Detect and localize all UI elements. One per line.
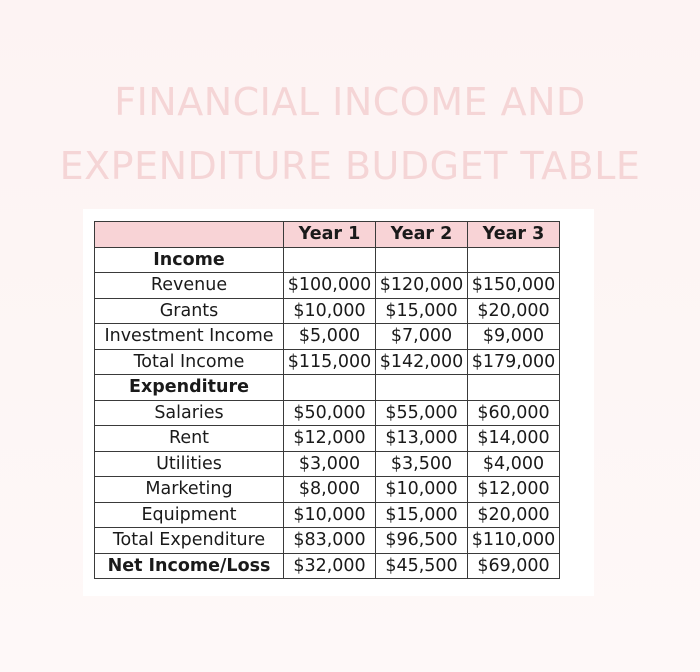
row-label: Rent <box>95 426 284 452</box>
table-cell-year-1: $10,000 <box>284 502 376 528</box>
table-cell-year-1: $115,000 <box>284 349 376 375</box>
table-header-row <box>95 222 560 248</box>
table-cell-year-2: $55,000 <box>376 400 468 426</box>
table-cell-year-2 <box>376 375 468 401</box>
table-cell-year-2: $15,000 <box>376 502 468 528</box>
row-label: Utilities <box>95 451 284 477</box>
table-cell-year-1: $32,000 <box>284 553 376 579</box>
header-cell-year-1: Year 1 <box>284 222 376 248</box>
table-cell-year-2: $13,000 <box>376 426 468 452</box>
row-label: Salaries <box>95 400 284 426</box>
table-cell-year-2: $120,000 <box>376 273 468 299</box>
table-cell-year-1 <box>284 375 376 401</box>
table-cell-year-1: $83,000 <box>284 528 376 554</box>
row-label: Marketing <box>95 477 284 503</box>
table-cell-year-2: $45,500 <box>376 553 468 579</box>
header-cell-year-3: Year 3 <box>468 222 560 248</box>
table-row <box>95 451 560 477</box>
page-title-line-1: FINANCIAL INCOME AND <box>114 80 586 124</box>
table-cell-year-3: $14,000 <box>468 426 560 452</box>
table-row <box>95 477 560 503</box>
budget-table <box>94 221 560 579</box>
table-cell-year-3: $60,000 <box>468 400 560 426</box>
table-cell-year-3 <box>468 375 560 401</box>
row-label: Total Expenditure <box>95 528 284 554</box>
table-row <box>95 426 560 452</box>
table-cell-year-2: $3,500 <box>376 451 468 477</box>
row-label: Investment Income <box>95 324 284 350</box>
section-label: Expenditure <box>95 375 284 401</box>
page-title-line-2: EXPENDITURE BUDGET TABLE <box>59 144 641 188</box>
table-cell-year-3: $150,000 <box>468 273 560 299</box>
section-label: Income <box>95 247 284 273</box>
table-cell-year-1: $8,000 <box>284 477 376 503</box>
table-cell-year-3: $20,000 <box>468 298 560 324</box>
table-cell-year-2: $96,500 <box>376 528 468 554</box>
table-row <box>95 273 560 299</box>
table-cell-year-1: $100,000 <box>284 273 376 299</box>
table-cell-year-2: $10,000 <box>376 477 468 503</box>
row-label: Grants <box>95 298 284 324</box>
table-row <box>95 375 560 401</box>
table-cell-year-3: $12,000 <box>468 477 560 503</box>
table-cell-year-3 <box>468 247 560 273</box>
table-cell-year-1: $50,000 <box>284 400 376 426</box>
table-cell-year-1: $3,000 <box>284 451 376 477</box>
table-cell-year-3: $69,000 <box>468 553 560 579</box>
table-cell-year-2: $142,000 <box>376 349 468 375</box>
table-row <box>95 553 560 579</box>
page-title <box>0 70 700 198</box>
header-cell-blank <box>95 222 284 248</box>
table-cell-year-3: $9,000 <box>468 324 560 350</box>
table-row <box>95 400 560 426</box>
table-row <box>95 349 560 375</box>
table-row <box>95 247 560 273</box>
table-cell-year-2: $15,000 <box>376 298 468 324</box>
table-cell-year-3: $110,000 <box>468 528 560 554</box>
table-row <box>95 528 560 554</box>
table-row <box>95 502 560 528</box>
table-row <box>95 324 560 350</box>
header-cell-year-2: Year 2 <box>376 222 468 248</box>
row-label: Revenue <box>95 273 284 299</box>
table-cell-year-1 <box>284 247 376 273</box>
row-label: Equipment <box>95 502 284 528</box>
row-label: Total Income <box>95 349 284 375</box>
table-cell-year-3: $20,000 <box>468 502 560 528</box>
table-cell-year-1: $10,000 <box>284 298 376 324</box>
row-label: Net Income/Loss <box>95 553 284 579</box>
table-cell-year-1: $5,000 <box>284 324 376 350</box>
table-row <box>95 298 560 324</box>
table-cell-year-2: $7,000 <box>376 324 468 350</box>
table-cell-year-1: $12,000 <box>284 426 376 452</box>
table-cell-year-3: $4,000 <box>468 451 560 477</box>
table-cell-year-2 <box>376 247 468 273</box>
table-cell-year-3: $179,000 <box>468 349 560 375</box>
table-body <box>95 247 560 579</box>
